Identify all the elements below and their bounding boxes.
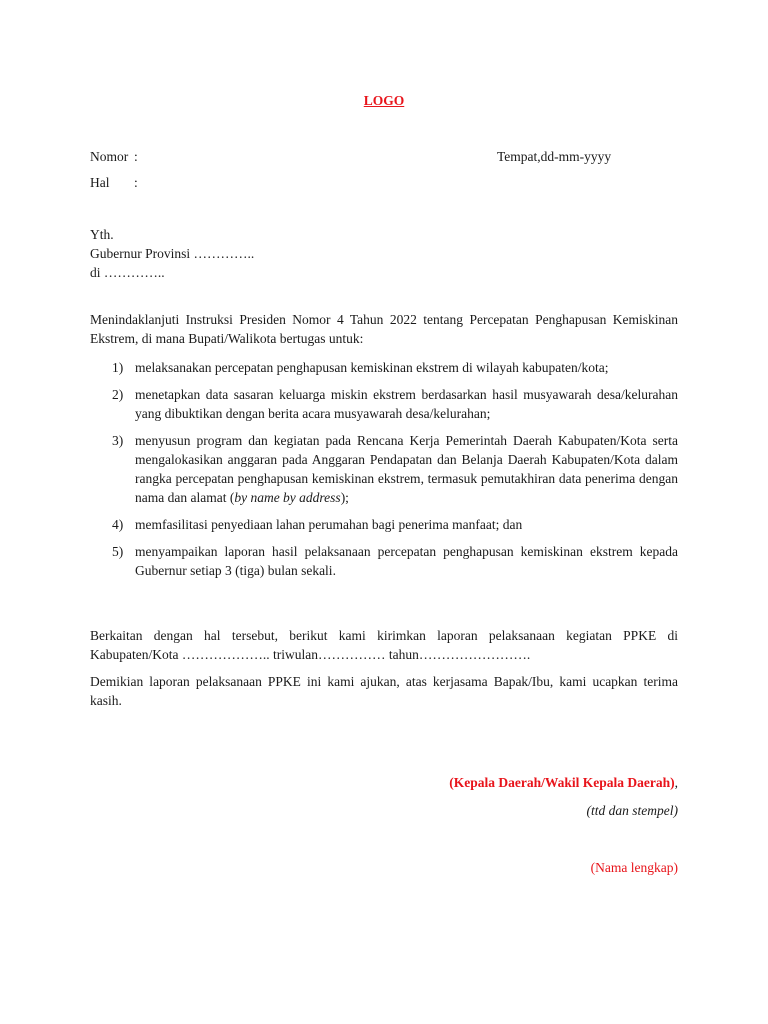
duties-list [90,358,678,588]
recipient: Gubernur Provinsi ………….. [90,246,255,261]
logo-placeholder: LOGO [363,93,405,108]
list-number: 1) [112,360,124,375]
list-text: menetapkan data sasaran keluarga miskin ekstrem berdasarkan hasil musyawarah desa/kelurahan yang dibuktikan dengan berita acara musyawarah desa/kelurahan; [135,387,678,421]
nomor-colon: : [134,149,138,164]
intro-paragraph: Menindaklanjuti Instruksi Presiden Nomor 4 Tahun 2022 tentang Percepatan Penghapusan Kemiskinan Ekstrem, di mana Bupati/Walikota bertugas untuk: [90,312,678,346]
signer-title: (Kepala Daerah/Wakil Kepala Daerah) [449,775,675,790]
closing-paragraph: Demikian laporan pelaksanaan PPKE ini kami ajukan, atas kerjasama Bapak/Ibu, kami ucapkan terima kasih. [90,674,678,708]
list-text-italic: by name by address [234,490,341,505]
signer-name: (Nama lengkap) [590,860,678,875]
list-item [90,385,678,423]
list-text-after: ); [340,490,349,505]
list-text: memfasilitasi penyediaan lahan perumahan bagi penerima manfaat; dan [135,517,523,532]
list-number: 2) [112,387,124,402]
list-text: melaksanakan percepatan penghapusan kemiskinan ekstrem di wilayah kabupaten/kota; [135,360,609,375]
list-text: menyampaikan laporan hasil pelaksanaan percepatan penghapusan kemiskinan ekstrem kepada Gubernur setiap 3 (tiga) bulan sekali. [135,544,678,578]
list-number: 4) [112,517,124,532]
signer-comma: , [674,775,678,790]
signer-title-block [449,774,678,792]
list-text-before: menyusun program dan kegiatan pada Rencana Kerja Pemerintah Daerah Kabupaten/Kota serta mengalokasikan anggaran pada Anggaran Pendapatan dan Belanja Daerah Kabupaten/Kota dalam rangka percepatan penghapusan kemiskinan ekstrem, termasuk pemutakhiran data penerima dengan nama dan alamat ( [135,433,678,505]
salutation: Yth. [90,227,114,242]
list-item [90,542,678,580]
list-item [90,515,678,534]
hal-colon: : [134,175,138,190]
nomor-label: Nomor [90,149,129,164]
list-text [135,433,678,505]
report-paragraph: Berkaitan dengan hal tersebut, berikut kami kirimkan laporan pelaksanaan kegiatan PPKE di Kabupaten/Kota ……………….. triwulan…………… tahun……………………. [90,628,678,662]
list-number: 5) [112,544,124,559]
signature-note: (ttd dan stempel) [586,803,678,818]
list-item [90,358,678,377]
hal-label: Hal [90,175,110,190]
list-number: 3) [112,433,124,448]
recipient-location: di ………….. [90,265,165,280]
list-item [90,431,678,507]
place-date: Tempat,dd-mm-yyyy [497,149,612,164]
